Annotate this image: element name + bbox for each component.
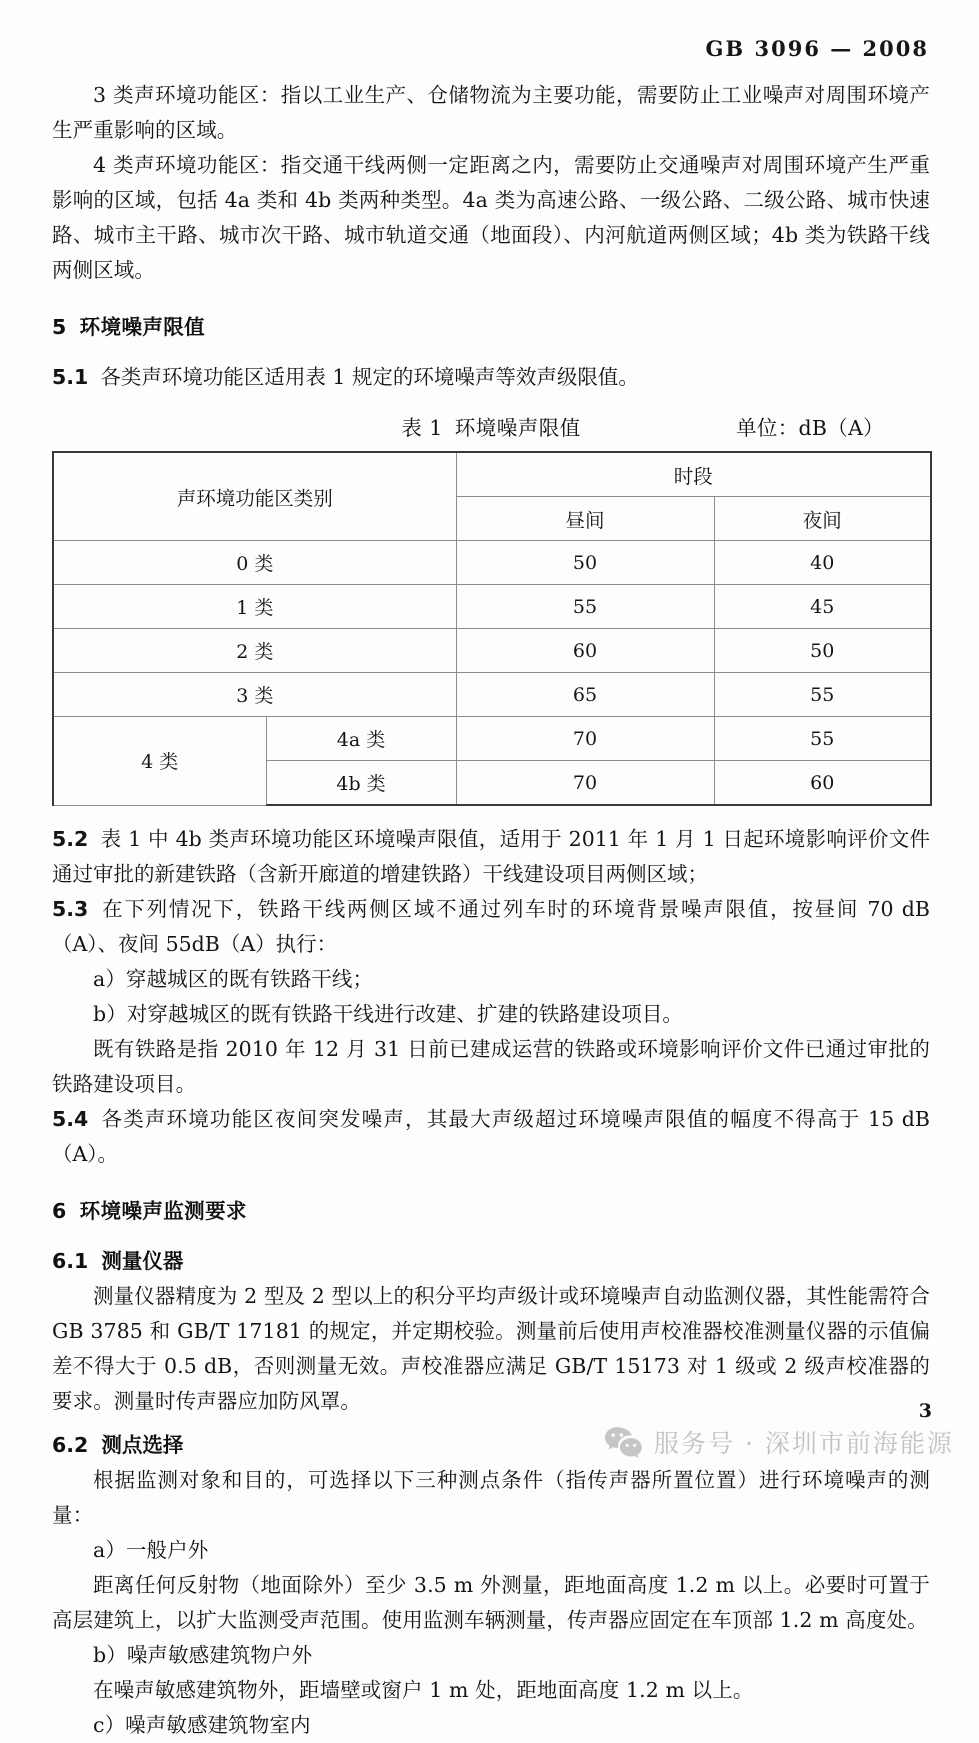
page-content <box>52 78 930 1743</box>
clause-6-2-title: 测点选择 <box>101 1433 184 1457</box>
table-cell-nighttime: 55 <box>714 673 931 717</box>
clause-6-1-number: 6.1 <box>52 1249 89 1273</box>
table-row <box>53 673 931 717</box>
table-header-category: 声环境功能区类别 <box>53 452 456 541</box>
table-cell-category: 2 类 <box>53 629 456 673</box>
clause-5-4-text: 各类声环境功能区夜间突发噪声，其最大声级超过环境噪声限值的幅度不得高于 15 dB（A）。 <box>52 1107 930 1166</box>
table-row <box>53 629 931 673</box>
wechat-bubbles-icon <box>604 1426 644 1460</box>
table-cell-nighttime: 50 <box>714 629 931 673</box>
page-number: 3 <box>918 1400 932 1422</box>
clause-5-3-text: 在下列情况下，铁路干线两侧区域不通过列车时的环境背景噪声限值，按昼间 70 dB（A）、夜间 55dB（A）执行： <box>52 897 930 956</box>
clause-5-3 <box>52 892 930 962</box>
clause-6-2-item-b-text: 在噪声敏感建筑物外，距墙壁或窗户 1 m 处，距地面高度 1.2 m 以上。 <box>93 1678 754 1702</box>
clause-5-4 <box>52 1102 930 1172</box>
table-cell-nighttime: 45 <box>714 585 931 629</box>
spacer <box>52 395 930 411</box>
clause-5-2-number: 5.2 <box>52 827 89 851</box>
clause-5-1-text: 各类声环境功能区适用表 1 规定的环境噪声等效声级限值。 <box>100 365 639 389</box>
spacer <box>52 288 930 310</box>
table-header-row-1 <box>53 452 931 497</box>
table-1-caption <box>52 411 930 445</box>
table-cell-subcategory: 4b 类 <box>266 761 456 806</box>
clause-5-2-text: 表 1 中 4b 类声环境功能区环境噪声限值，适用于 2011 年 1 月 1 日起环境影响评价文件通过审批的新建铁路（含新开廊道的增建铁路）干线建设项目两侧区域； <box>52 827 930 886</box>
spacer <box>52 806 930 822</box>
table-row <box>53 541 931 585</box>
section-heading-6 <box>52 1194 930 1228</box>
table-cell-daytime: 70 <box>456 717 714 761</box>
table-row <box>53 717 931 761</box>
table-cell-daytime: 50 <box>456 541 714 585</box>
spacer <box>52 1172 930 1194</box>
watermark-label: 服务号 · 深圳市前海能源 <box>654 1428 954 1458</box>
clause-5-4-number: 5.4 <box>52 1107 89 1131</box>
section-5-title: 环境噪声限值 <box>79 315 206 339</box>
table-cell-category: 0 类 <box>53 541 456 585</box>
table-cell-nighttime: 60 <box>714 761 931 806</box>
clause-5-1 <box>52 360 930 395</box>
table-row <box>53 585 931 629</box>
table-cell-category: 3 类 <box>53 673 456 717</box>
wechat-watermark <box>604 1426 954 1460</box>
table-cell-daytime: 65 <box>456 673 714 717</box>
paragraph-class-4-zone: 4 类声环境功能区：指交通干线两侧一定距离之内，需要防止交通噪声对周围环境产生严重影响的区域，包括 4a 类和 4b 类两种类型。4a 类为高速公路、一级公路、二级公路、城市快速路、城市主干路、城市次干路、城市轨道交通（地面段）、内河航道两侧区域；4b 类为铁路干线两侧区域。 <box>52 153 930 282</box>
clause-5-3-item-b: b）对穿越城区的既有铁路干线进行改建、扩建的铁路建设项目。 <box>93 1002 684 1026</box>
section-6-title: 环境噪声监测要求 <box>79 1199 247 1223</box>
table-1-unit: 单位：dB（A） <box>736 416 884 440</box>
table-cell-category: 4 类 <box>53 717 266 806</box>
clause-5-3-number: 5.3 <box>52 897 89 921</box>
clause-6-2-item-c-heading: c）噪声敏感建筑物室内 <box>93 1713 311 1737</box>
spacer <box>52 1228 930 1244</box>
table-cell-category: 1 类 <box>53 585 456 629</box>
clause-6-2-item-a-heading: a）一般户外 <box>93 1538 209 1562</box>
table-cell-subcategory: 4a 类 <box>266 717 456 761</box>
clause-6-1-text: 测量仪器精度为 2 型及 2 型以上的积分平均声级计或环境噪声自动监测仪器，其性能需符合 GB 3785 和 GB/T 17181 的规定，并定期校验。测量前后使用声校准器校准测量仪器的示值偏差不得大于 0.5 dB，否则测量无效。声校准器应满足 GB/T 15173 对 1 级或 2 级声校准器的要求。测量时传声器应加防风罩。 <box>52 1284 930 1413</box>
clause-6-1-title: 测量仪器 <box>101 1249 184 1273</box>
table-header-nighttime: 夜间 <box>714 497 931 541</box>
table-header-daytime: 昼间 <box>456 497 714 541</box>
clause-6-2-intro: 根据监测对象和目的，可选择以下三种测点条件（指传声器所置位置）进行环境噪声的测量： <box>52 1468 930 1527</box>
clause-6-1-heading <box>52 1244 930 1279</box>
table-1-title: 环境噪声限值 <box>454 416 581 440</box>
clause-5-2 <box>52 822 930 892</box>
clause-6-2-number: 6.2 <box>52 1433 89 1457</box>
clause-5-1-number: 5.1 <box>52 365 89 389</box>
clause-6-2-item-a-text: 距离任何反射物（地面除外）至少 3.5 m 外测量，距地面高度 1.2 m 以上。必要时可置于高层建筑上，以扩大监测受声范围。使用监测车辆测量，传声器应固定在车顶部 1.2 m 高度处。 <box>52 1573 930 1632</box>
section-5-number: 5 <box>52 315 67 339</box>
page-header-standard-code: GB 3096 — 2008 <box>705 36 929 61</box>
table-cell-daytime: 70 <box>456 761 714 806</box>
section-heading-5 <box>52 310 930 344</box>
table-1-label: 表 1 <box>401 416 443 440</box>
table-noise-limits <box>52 451 932 806</box>
table-cell-nighttime: 40 <box>714 541 931 585</box>
clause-5-3-item-a: a）穿越城区的既有铁路干线； <box>93 967 374 991</box>
clause-6-2-item-b-heading: b）噪声敏感建筑物户外 <box>93 1643 313 1667</box>
spacer <box>52 344 930 360</box>
table-cell-daytime: 55 <box>456 585 714 629</box>
paragraph-class-3-zone: 3 类声环境功能区：指以工业生产、仓储物流为主要功能，需要防止工业噪声对周围环境产生严重影响的区域。 <box>52 83 930 142</box>
section-6-number: 6 <box>52 1199 67 1223</box>
table-cell-nighttime: 55 <box>714 717 931 761</box>
table-header-period: 时段 <box>456 452 931 497</box>
table-cell-daytime: 60 <box>456 629 714 673</box>
clause-5-3-note: 既有铁路是指 2010 年 12 月 31 日前已建成运营的铁路或环境影响评价文件已通过审批的铁路建设项目。 <box>52 1037 930 1096</box>
